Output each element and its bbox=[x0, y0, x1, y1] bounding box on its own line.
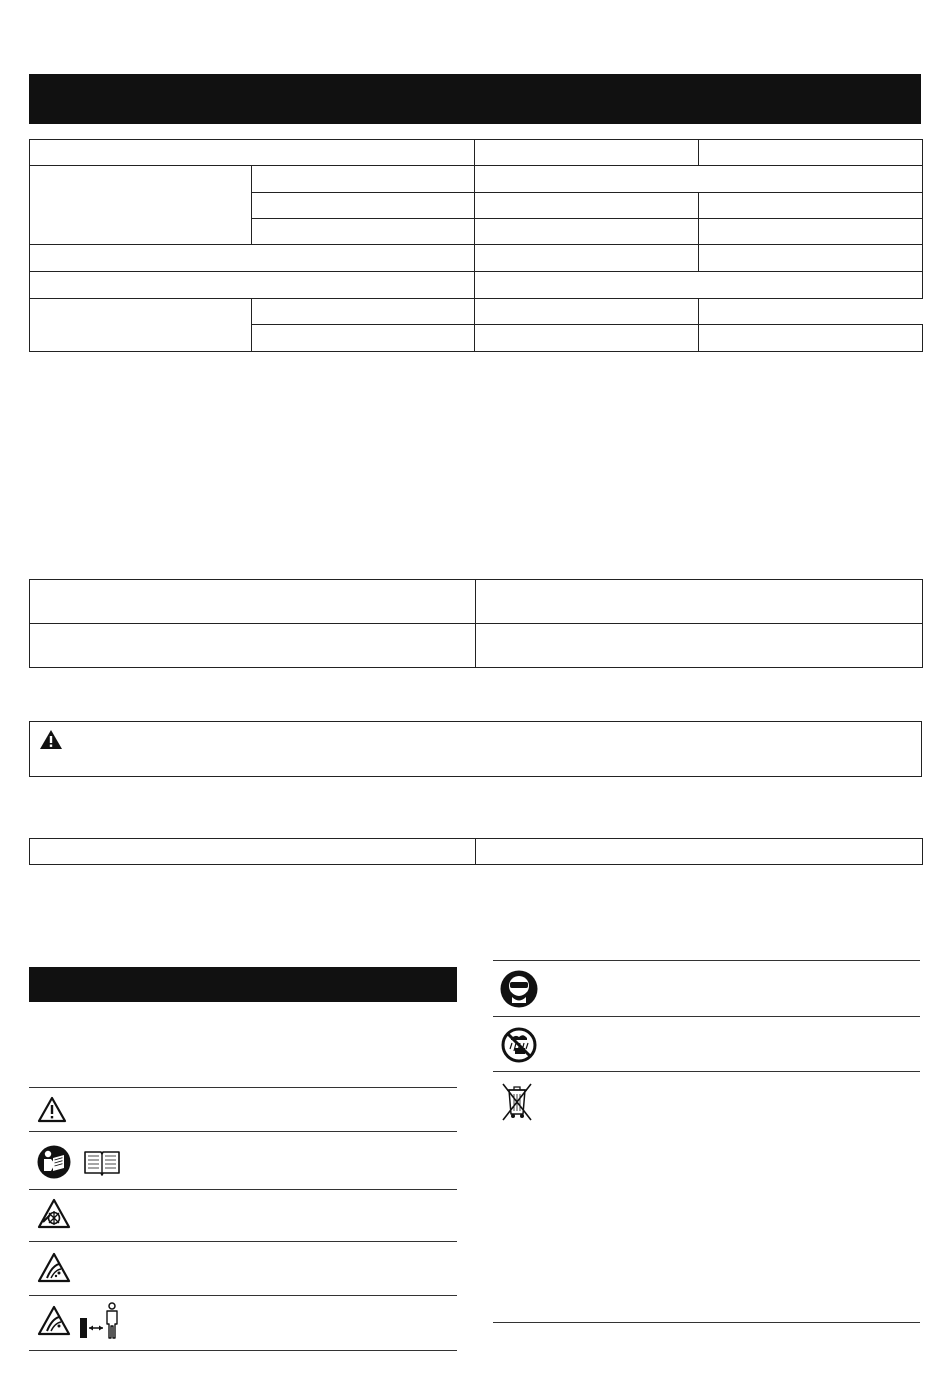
book-icon bbox=[83, 1149, 121, 1177]
list-item bbox=[29, 1242, 457, 1295]
rotating-blade-hazard-icon bbox=[37, 1198, 71, 1230]
list-item bbox=[493, 961, 920, 1016]
table-cell bbox=[252, 325, 475, 352]
table-cell bbox=[252, 193, 475, 219]
wear-eye-ear-protection-icon bbox=[500, 970, 538, 1008]
table-cell bbox=[475, 193, 699, 219]
table-row bbox=[30, 624, 923, 668]
table-row bbox=[30, 580, 923, 624]
table-cell bbox=[475, 166, 923, 193]
table-cell bbox=[699, 325, 923, 352]
table-row bbox=[30, 839, 923, 865]
table-cell bbox=[699, 245, 923, 272]
table-cell bbox=[475, 299, 699, 325]
single-row-table bbox=[29, 838, 923, 865]
table-cell bbox=[30, 624, 476, 668]
table-row bbox=[30, 140, 923, 166]
list-item bbox=[29, 1296, 457, 1350]
divider bbox=[29, 1350, 457, 1351]
weee-crossed-bin-icon bbox=[500, 1082, 534, 1122]
table-row bbox=[30, 299, 923, 325]
info-table bbox=[29, 579, 923, 668]
table-cell bbox=[30, 140, 475, 166]
list-item bbox=[29, 1190, 457, 1241]
table-cell bbox=[252, 299, 475, 325]
table-cell bbox=[30, 580, 476, 624]
table-cell bbox=[30, 272, 475, 299]
list-item bbox=[29, 1088, 457, 1131]
table-cell bbox=[699, 140, 923, 166]
table-row bbox=[30, 245, 923, 272]
table-cell bbox=[475, 245, 699, 272]
table-cell bbox=[476, 580, 923, 624]
warning-triangle-icon bbox=[37, 1096, 67, 1123]
table-row bbox=[30, 166, 923, 193]
no-rain-exposure-icon bbox=[501, 1027, 537, 1063]
section-header-bar bbox=[29, 74, 921, 124]
read-manual-icon bbox=[37, 1145, 71, 1179]
warning-box bbox=[29, 721, 922, 777]
specification-table bbox=[29, 139, 923, 352]
thrown-objects-hazard-icon bbox=[37, 1305, 71, 1337]
table-cell bbox=[30, 299, 252, 352]
table-cell bbox=[476, 624, 923, 668]
table-cell bbox=[475, 219, 699, 245]
list-item bbox=[493, 1017, 920, 1071]
table-cell bbox=[252, 219, 475, 245]
table-cell bbox=[475, 140, 699, 166]
table-cell bbox=[30, 839, 476, 865]
thrown-objects-hazard-icon bbox=[37, 1252, 71, 1284]
table-cell bbox=[30, 245, 475, 272]
table-row bbox=[30, 272, 923, 299]
list-item bbox=[493, 1072, 920, 1322]
symbols-header-bar bbox=[29, 967, 457, 1002]
table-cell bbox=[30, 166, 252, 245]
table-cell bbox=[475, 272, 923, 299]
table-cell bbox=[475, 325, 699, 352]
list-item bbox=[29, 1132, 457, 1189]
table-cell bbox=[476, 839, 923, 865]
table-cell bbox=[699, 219, 923, 245]
table-cell bbox=[699, 193, 923, 219]
table-cell bbox=[252, 166, 475, 193]
keep-distance-icon bbox=[79, 1302, 121, 1340]
warning-triangle-icon bbox=[39, 729, 63, 750]
divider bbox=[493, 1322, 920, 1323]
